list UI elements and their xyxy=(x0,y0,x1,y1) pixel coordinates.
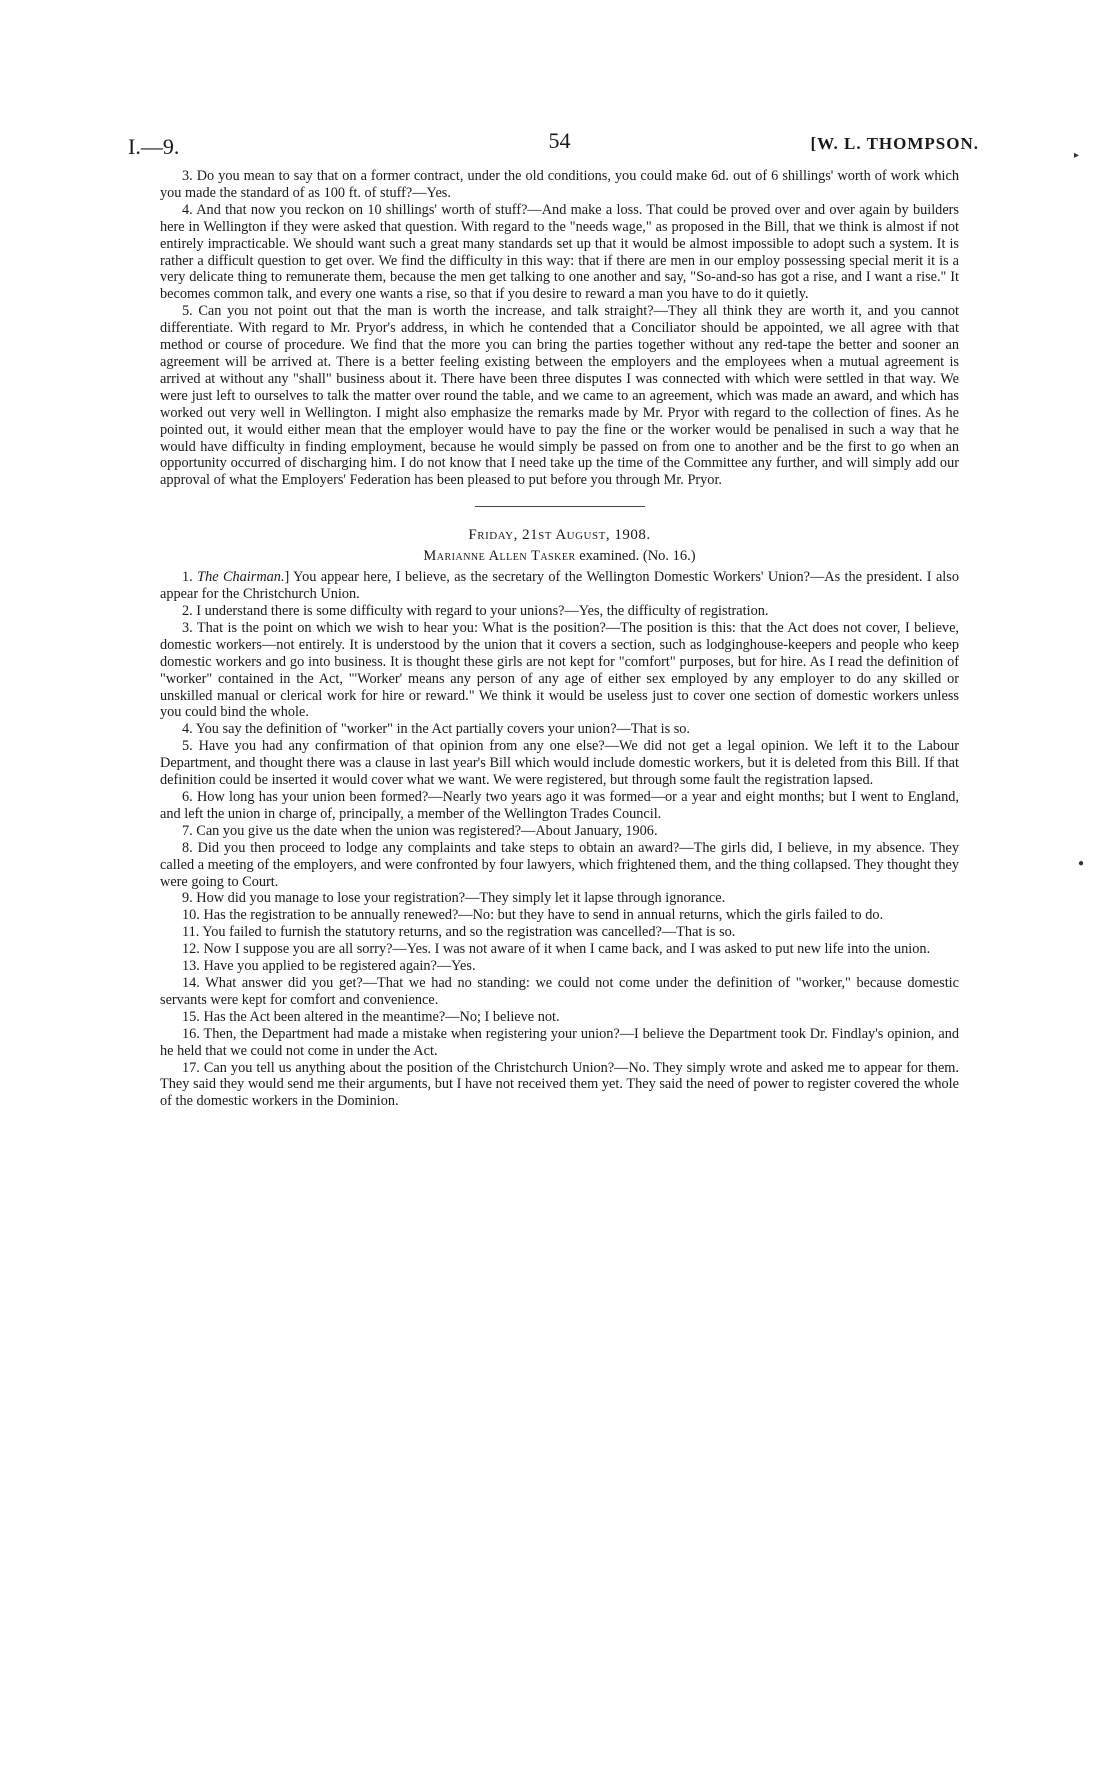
question-paragraph: 6. How long has your union been formed?—Nearly two years ago it was formed—or a year and eight months; but I went to England, and left the union in charge of, principally, a member of the Wellington Trades Council. xyxy=(160,789,959,822)
question-paragraph: 14. What answer did you get?—That we had no standing: we could not come under the definition of "worker," because domestic servants were kept for comfort and convenience. xyxy=(160,974,959,1008)
question-paragraph: 11. You failed to furnish the statutory returns, and so the registration was cancelled?—That is so. xyxy=(182,924,736,941)
question-paragraph: 4. And that now you reckon on 10 shillings' worth of stuff?—And make a loss. That could be proved over and over again by builders here in Wellington if they were asked that question. With regard to the "needs wage," as proposed in the Bill, that we think is almost if not entirely impracticable. We should want such a great many standards set up that it would be almost impossible to adopt such a system. It is rather a difficult question to get over. We find the difficulty in this way: that if there are men in our employ possessing special merit it is a very delicate thing to remunerate them, because the men get talking to one another and say, "So-and-so has got a rise, and I want a rise." It becomes common talk, and every one wants a rise, so that if you desire to reward a man you have to do it quietly. xyxy=(160,201,959,303)
question-paragraph: 16. Then, the Department had made a mistake when registering your union?—I believe the Department took Dr. Findlay's opinion, and he held that we could not come in under the Act. xyxy=(160,1025,959,1059)
question-paragraph xyxy=(160,569,959,603)
margin-mark-top: ▸ xyxy=(1074,150,1080,161)
question-paragraph: 17. Can you tell us anything about the position of the Christchurch Union?—No. They simply wrote and asked me to appear for them. They said they would send me their arguments, but I have not received them yet. They said the need of power to register covered the whole of the domestic workers in the Dominion. xyxy=(160,1059,959,1110)
witness-running-head: [W. L. THOMPSON. xyxy=(810,134,979,153)
question-paragraph: 5. Have you had any confirmation of that opinion from any one else?—We did not get a legal opinion. We left it to the Labour Department, and thought there was a clause in last year's Bill which would include domestic workers, but it is deleted from this Bill. If that definition could be inserted it would cover what we want. We were registered, but through some fault the registration lapsed. xyxy=(160,738,959,789)
speaker-name: The Chairman. xyxy=(197,569,285,586)
question-paragraph: 4. You say the definition of "worker" in the Act partially covers your union?—That is so. xyxy=(182,721,691,738)
question-paragraph: 9. How did you manage to lose your registration?—They simply let it lapse through ignorance. xyxy=(182,890,726,907)
document-reference: I.—9. xyxy=(128,134,180,159)
question-paragraph: 8. Did you then proceed to lodge any complaints and take steps to obtain an award?—The girls did, I believe, in my absence. They called a meeting of the employers, and were confronted by four lawyers, which frightened them, and the thing collapsed. They thought they were going to Court. xyxy=(160,839,959,890)
question-paragraph: 7. Can you give us the date when the union was registered?—About January, 1906. xyxy=(182,822,658,839)
section-divider xyxy=(475,506,645,507)
question-paragraph: 13. Have you applied to be registered again?—Yes. xyxy=(182,958,476,975)
question-paragraph: 5. Can you not point out that the man is worth the increase, and talk straight?—They all think they are worth it, and you cannot differentiate. With regard to Mr. Pryor's address, in which he contended that a Conciliator should be appointed, we all agree with that method or course of procedure. We find that the more you can bring the parties together without any red-tape the better and sooner an agreement will be arrived at. There is a better feeling existing between the employers and the employees when a mutual agreement is arrived at without any "shall" business about it. There have been three disputes I was connected with which were settled in that way. We were just left to ourselves to talk the matter over round the table, and we came to an agreement, which was made an award, and which has worked out very well in Wellington. I might also emphasize the remarks made by Mr. Pryor with regard to the collection of fines. As he pointed out, it would either mean that the employer would have to pay the fine or the worker would be penalised in such a way that he would have difficulty in finding employment, because he would simply be passed on from one to another and be the first to go when an opportunity occurred of discharging him. I do not know that I need take up the time of the Committee any further, and will simply add our approval of what the Employers' Federation has been pleased to put before you through Mr. Pryor. xyxy=(160,303,959,489)
question-paragraph: 3. Do you mean to say that on a former contract, under the old conditions, you could make 6d. out of 6 shillings' worth of work which you made the standard of as 100 ft. of stuff?—Yes. xyxy=(160,168,959,201)
page-header xyxy=(128,128,979,168)
question-paragraph: 2. I understand there is some difficulty with regard to your unions?—Yes, the difficulty of registration. xyxy=(182,603,769,620)
question-paragraph: 15. Has the Act been altered in the meantime?—No; I believe not. xyxy=(182,1008,560,1025)
witness-name: Marianne Allen Tasker xyxy=(423,548,576,565)
testimony-thompson xyxy=(160,168,959,489)
question-paragraph: 3. That is the point on which we wish to hear you: What is the position?—The position is this: that the Act does not cover, I believe, domestic workers—not entirely. It is understood by the union that it covers a section, such as lodginghouse-keepers and people who keep domestic workers and go into business. It is thought these girls are not kept for "comfort" purposes, but for hire. As I read the definition of "worker" contained in the Act, "'Worker' means any person of any age of either sex employed by any employer to do any skilled or unskilled manual or clerical work for hire or reward." We think it would be useless just to cover one section of domestic workers unless you could bind the whole. xyxy=(160,619,959,721)
question-paragraph: 12. Now I suppose you are all sorry?—Yes. I was not aware of it when I came back, and I was asked to put new life into the union. xyxy=(182,941,931,958)
witness-heading xyxy=(160,548,959,565)
testimony-tasker xyxy=(160,569,959,1110)
witness-heading-suffix: examined. (No. 16.) xyxy=(575,548,696,565)
question-number: 1. xyxy=(182,569,198,586)
margin-mark-middle: ● xyxy=(1078,858,1085,869)
question-paragraph: 10. Has the registration to be annually renewed?—No: but they have to send in annual returns, which the girls failed to do. xyxy=(182,907,884,924)
question-text: ] You appear here, I believe, as the secretary of the Wellington Domestic Workers' Union?—As the president. I also appear for the Christchurch Union. xyxy=(160,569,959,603)
page-number: 54 xyxy=(548,128,571,153)
hearing-date: Friday, 21st August, 1908. xyxy=(468,527,651,544)
